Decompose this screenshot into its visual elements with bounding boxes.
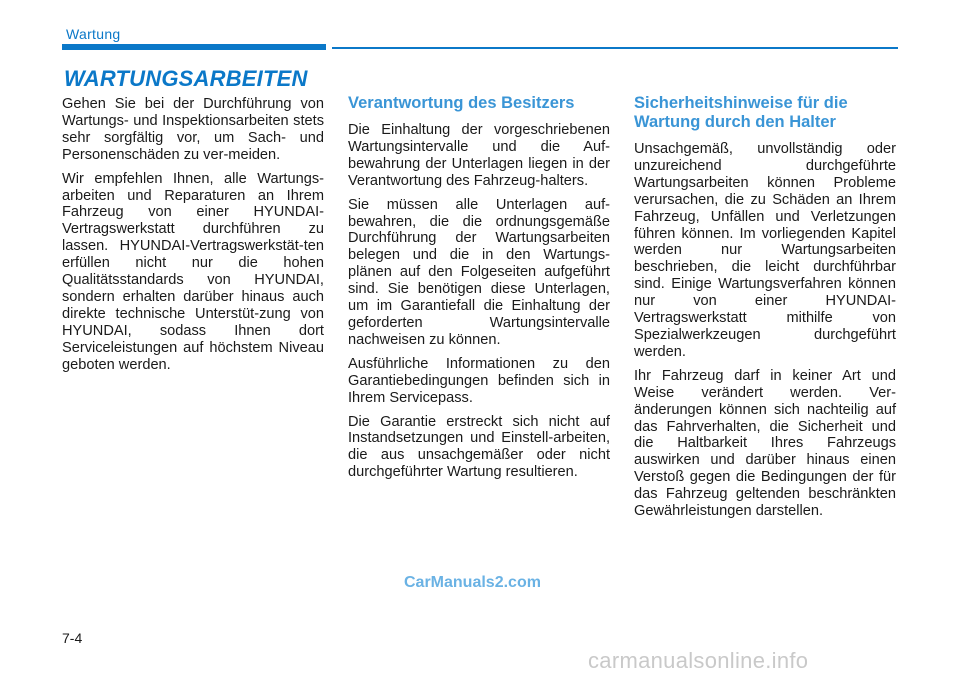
watermark-link[interactable]: CarManuals2.com bbox=[404, 574, 541, 591]
paragraph: Die Garantie erstreckt sich nicht auf Instandsetzungen und Einstell-arbeiten, die aus unsachgemäßer oder nicht durchgeführter Wartung resultieren. bbox=[348, 413, 610, 481]
paragraph: Die Einhaltung der vorgeschriebenen Wartungsintervalle und die Auf-bewahrung der Unterlagen liegen in der Verantwortung des Fahrzeug-halters. bbox=[348, 122, 610, 189]
header-rule-thin bbox=[332, 47, 898, 49]
paragraph: Gehen Sie bei der Durchführung von Wartungs- und Inspektionsarbeiten stets sehr sorgfältig vor, um Sach- und Personenschäden zu ver-meiden. bbox=[62, 96, 324, 163]
column-1 bbox=[62, 96, 324, 381]
section-heading: Verantwortung des Besitzers bbox=[348, 94, 575, 112]
paragraph: Ihr Fahrzeug darf in keiner Art und Weise verändert werden. Ver-änderungen können sich nachteilig auf das Fahrverhalten, die Sicherheit und die Haltbarkeit Ihres Fahrzeugs auswirken und darüber hinaus einen Verstoß gegen die Bedingungen der für das Fahrzeug geltenden beschränkten Gewährleistungen darstellen. bbox=[634, 367, 896, 520]
paragraph: Wir empfehlen Ihnen, alle Wartungs-arbeiten und Reparaturen an Ihrem Fahrzeug von einer HYUNDAI-Vertragswerkstatt durchführen zu lassen. HYUNDAI-Vertragswerkstät-ten erfüllen nicht nur die hohen Qualitätsstandards von HYUNDAI, sondern erhalten darüber hinaus auch direkte technische Unterstüt-zung von HYUNDAI, sodass Ihnen dort Serviceleistungen auf höchstem Niveau geboten werden. bbox=[62, 170, 324, 373]
section-label: Wartung bbox=[66, 26, 121, 42]
column-2 bbox=[348, 94, 610, 488]
column-3 bbox=[634, 94, 896, 527]
section-heading: Sicherheitshinweise für die Wartung durch den Halter bbox=[634, 94, 848, 131]
paragraph: Ausführliche Informationen zu den Garantiebedingungen befinden sich in Ihrem Servicepass. bbox=[348, 355, 610, 406]
header-rule-thick bbox=[62, 44, 326, 50]
site-watermark: carmanualsonline.info bbox=[588, 648, 809, 673]
page-title: WARTUNGSARBEITEN bbox=[64, 66, 308, 91]
paragraph: Unsachgemäß, unvollständig oder unzureichend durchgeführte Wartungsarbeiten können Probleme verursachen, die zu Schäden an Ihrem Fahrzeug, Unfällen und Verletzungen führen können. Im vorliegenden Kapitel werden nur Wartungsarbeiten beschrieben, die leicht durchführbar sind. Einige Wartungsverfahren können nur von einer HYUNDAI-Vertragswerkstatt mithilfe von Spezialwerkzeugen durchgeführt werden. bbox=[634, 141, 896, 360]
page-number: 7-4 bbox=[62, 630, 83, 646]
paragraph: Sie müssen alle Unterlagen auf-bewahren, die die ordnungsgemäße Durchführung der Wartungsarbeiten belegen und die in den Wartungs-plänen auf den Folgeseiten aufgeführt sind. Sie benötigen diese Unterlagen, um im Garantiefall die Einhaltung der geforderten Wartungsintervalle nachweisen zu können. bbox=[348, 196, 610, 348]
